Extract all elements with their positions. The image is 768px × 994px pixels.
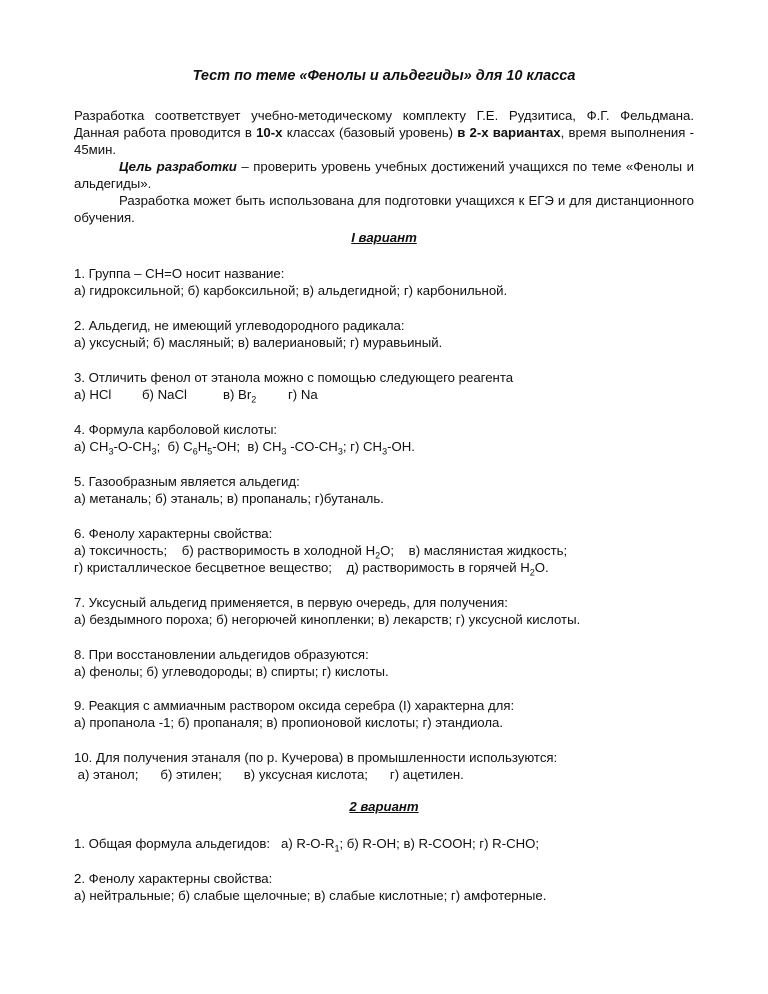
answer-options: а) этанол; б) этилен; в) уксусная кислота; г) ацетилен.: [74, 767, 464, 782]
question-4: [74, 421, 714, 455]
question-text: 9. Реакция с аммиачным раствором оксида серебра (I) характерна для:: [74, 698, 515, 713]
question-6: [74, 525, 714, 576]
intro-section: [74, 107, 694, 226]
question-10: [74, 749, 714, 783]
option-c: [223, 386, 288, 409]
goal-label: Цель разработки: [119, 159, 237, 174]
answer-options: а) токсичность; б) растворимость в холодной $H_2O$; в) маслянистая жидкость;: [74, 543, 568, 561]
goal-text: – проверить уровень учебных достижений учащихся по теме «Фенолы и альдегиды».: [74, 159, 694, 191]
question-5: [74, 473, 714, 507]
intro-paragraph-3: Разработка может быть использована для подготовки учащихся к ЕГЭ и для дистанционного обучения.: [74, 193, 694, 225]
intro-bold-variants: в 2-х вариантах: [457, 125, 561, 140]
intro-text: Разработка соответствует учебно-методическому комплекту Г.Е. Рудзитиса, Ф.Г. Фельдмана. Данная работа проводится в: [74, 108, 694, 140]
question-text: 3. Отличить фенол от этанола можно с помощью следующего реагента: [74, 370, 514, 385]
question-3: [74, 369, 714, 403]
intro-paragraph-1: [74, 107, 694, 158]
variant-2-question-2: [74, 870, 714, 904]
intro-text: , время выполнения - 45мин.: [74, 125, 695, 157]
answer-options: а) $CH_3-O-CH_3$; б) $C_6H_5-OH$; в) $CH_3$ $-CO-CH_3$; г) $CH_3-OH$.: [74, 439, 415, 457]
question-text: 5. Газообразным является альдегид:: [74, 474, 300, 489]
question-8: [74, 646, 714, 680]
answer-options: [74, 386, 714, 403]
document-title: Тест по теме «Фенолы и альдегиды» для 10 класса: [192, 68, 576, 84]
answer-options: г) кристаллическое бесцветное вещество; д) растворимость в горячей $H_2O$.: [74, 560, 549, 578]
question-text: 4. Формула карболовой кислоты:: [74, 422, 278, 437]
variant-2-heading: 2 вариант: [349, 799, 419, 814]
intro-paragraph-2: [74, 158, 694, 192]
option-d: г) Na: [288, 387, 318, 402]
option-c-subscript: 2: [251, 394, 257, 405]
intro-bold-grade: 10-х: [256, 125, 283, 140]
option-a: а) HCl: [74, 387, 112, 402]
intro-text: классах (базовый уровень): [282, 125, 458, 140]
question-text: 10. Для получения этаналя (по р. Кучерова) в промышленности используются:: [74, 750, 558, 765]
question-text: 2. Фенолу характерны свойства:: [74, 871, 273, 886]
answer-options: а) нейтральные; б) слабые щелочные; в) слабые кислотные; г) амфотерные.: [74, 888, 547, 903]
variant-2-question-1: [74, 835, 714, 852]
answer-options: а) пропанола -1; б) пропаналя; в) пропионовой кислоты; г) этандиола.: [74, 715, 504, 730]
answer-options: а) метаналь; б) этаналь; в) пропаналь; г)бутаналь.: [74, 491, 384, 506]
question-text: 6. Фенолу характерны свойства:: [74, 526, 273, 541]
question-text: 1. Общая формула альдегидов: а) $R-O-R_1$; б) R-OH; в) R-COOH; г) R-CHO;: [74, 836, 540, 854]
question-text: 7. Уксусный альдегид применяется, в первую очередь, для получения:: [74, 595, 508, 610]
question-2: [74, 317, 714, 351]
question-text: 1. Группа – СН=О носит название:: [74, 266, 285, 281]
question-text: 8. При восстановлении альдегидов образуются:: [74, 647, 369, 662]
question-text: 2. Альдегид, не имеющий углеводородного радикала:: [74, 318, 405, 333]
question-9: [74, 697, 714, 731]
question-1: [74, 265, 714, 299]
variant-1-heading: I вариант: [351, 230, 417, 245]
answer-options: а) бездымного пороха; б) негорючей кинопленки; в) лекарств; г) уксусной кислоты.: [74, 612, 581, 627]
option-c-text: в) Br: [223, 387, 252, 402]
question-7: [74, 594, 714, 628]
answer-options: а) гидроксильной; б) карбоксильной; в) альдегидной; г) карбонильной.: [74, 283, 508, 298]
option-b: б) NaCl: [142, 387, 187, 402]
answer-options: а) фенолы; б) углеводороды; в) спирты; г) кислоты.: [74, 664, 389, 679]
answer-options: а) уксусный; б) масляный; в) валериановый; г) муравьиный.: [74, 335, 443, 350]
